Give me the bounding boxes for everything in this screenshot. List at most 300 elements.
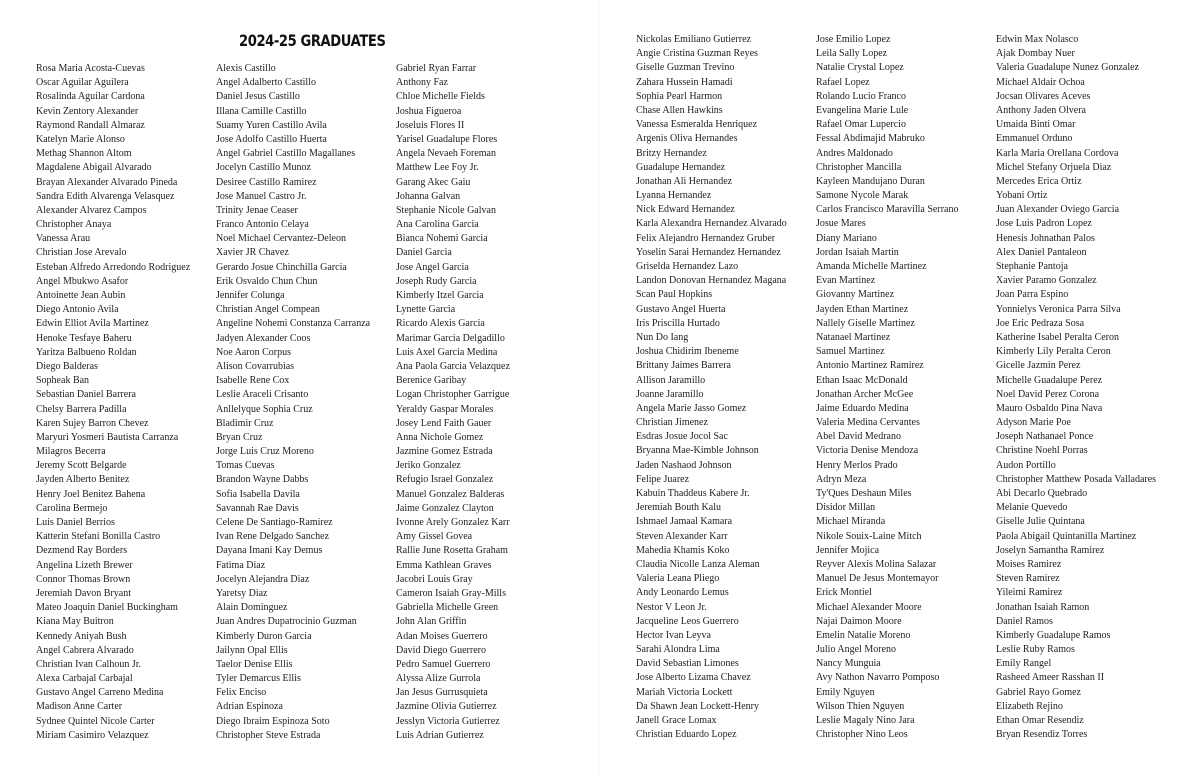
graduate-name: Gicelle Jazmin Perez — [996, 360, 1081, 372]
graduate-name: Angie Cristina Guzman Reyes — [636, 48, 758, 60]
graduate-name: Noel Michael Cervantez-Deleon — [216, 233, 346, 245]
names-column-4 — [636, 33, 808, 742]
graduate-name: Jonathan Archer McGee — [816, 388, 914, 400]
graduate-name: Mauro Osbaldo Pina Nava — [996, 402, 1103, 414]
graduate-name: Joshua Figueroa — [396, 105, 462, 117]
graduate-name: Katherine Isabel Peralta Ceron — [996, 331, 1120, 343]
graduate-name: Joseph Nathanael Ponce — [996, 431, 1094, 443]
graduate-name: Ivonne Arely Gonzalez Karr — [396, 517, 510, 528]
graduate-name: Angel Mbukwo Asafor — [36, 275, 129, 287]
graduate-name: Yaritza Balbueno Roldan — [36, 346, 137, 358]
graduate-name: Tyler Demarcus Ellis — [216, 673, 301, 685]
graduate-name: Jonathan Isaiah Ramon — [996, 601, 1090, 613]
graduate-name: Nestor V Leon Jr. — [636, 601, 707, 613]
graduate-name: Lynette Garcia — [396, 304, 456, 316]
graduate-name: Erick Montiel — [816, 587, 872, 599]
graduate-name: Joan Parra Espino — [996, 289, 1069, 301]
graduate-name: Jeremy Scott Belgarde — [36, 460, 127, 472]
graduate-name: Michael Aldair Ochoa — [996, 76, 1085, 88]
graduate-name: Milagros Becerra — [36, 446, 106, 458]
graduate-name: Sydnee Quintel Nicole Carter — [36, 715, 155, 727]
graduate-name: Nikole Souix-Laine Mitch — [816, 530, 922, 542]
names-column-3 — [396, 62, 576, 743]
graduate-name: Joe Eric Pedraza Sosa — [996, 317, 1085, 329]
graduate-name: Leslie Araceli Crisanto — [216, 389, 309, 401]
graduate-name: Adryn Meza — [816, 473, 867, 485]
graduate-name: Oscar Aguilar Aguilera — [36, 77, 129, 89]
graduate-name: Celene De Santiago-Ramirez — [216, 517, 333, 528]
graduate-name: Alison Covarrubias — [216, 360, 295, 372]
graduate-name: Gustavo Angel Carreno Medina — [36, 687, 164, 699]
graduate-name: Jayden Alberto Benitez — [36, 474, 130, 486]
graduate-name: Umaida Binti Omar — [996, 119, 1076, 131]
graduate-name: Rafael Lopez — [816, 76, 870, 88]
graduate-name: Katelyn Marie Alonso — [36, 133, 125, 145]
graduate-name: Karen Sujey Barron Chevez — [36, 417, 149, 429]
graduate-name: Edwin Max Nolasco — [996, 34, 1079, 45]
graduate-name: Gabriella Michelle Green — [396, 602, 499, 614]
graduate-name: Christopher Matthew Posada Valladares — [996, 473, 1157, 485]
graduate-name: Alyssa Alize Gurrola — [396, 673, 481, 685]
graduate-name: Cameron Isaiah Gray-Mills — [396, 587, 506, 599]
graduate-name: Ajak Dombay Nuer — [996, 48, 1075, 60]
graduate-name: Pedro Samuel Guerrero — [396, 658, 491, 670]
graduate-name: Michael Alexander Moore — [816, 601, 922, 613]
graduate-name: Franco Antonio Celaya — [216, 219, 309, 231]
graduate-name: Giovanny Martinez — [816, 289, 895, 301]
graduate-name: Mariah Victoria Lockett — [636, 686, 733, 698]
graduate-name: Nallely Giselle Martinez — [816, 317, 915, 329]
graduate-name: Luis Axel Garcia Medina — [396, 346, 498, 358]
graduate-name: Jocelyn Alejandra Diaz — [216, 573, 310, 585]
graduate-name: Katterin Stefani Bonilla Castro — [36, 531, 161, 543]
graduate-name: Suamy Yuren Castillo Avila — [216, 119, 327, 131]
names-column-5 — [816, 33, 988, 742]
graduate-name: Steven Ramirez — [996, 573, 1060, 585]
graduate-name: Hector Ivan Leyva — [636, 629, 711, 641]
graduate-name: Paola Abigail Quintanilla Martinez — [996, 530, 1137, 542]
graduate-name: Gustavo Angel Huerta — [636, 303, 726, 315]
graduate-name: Najai Daimon Moore — [816, 615, 902, 627]
graduate-name: Steven Alexander Karr — [636, 530, 728, 542]
graduate-name: Yoselin Sarai Hernandez Hernandez — [636, 246, 781, 258]
graduate-name: Jaime Gonzalez Clayton — [396, 502, 494, 514]
graduate-name: Christian Ivan Calhoun Jr. — [36, 658, 141, 670]
graduate-name: Madison Anne Carter — [36, 701, 123, 713]
graduate-name: Christian Angel Compean — [216, 304, 320, 316]
graduate-name: Leila Sally Lopez — [816, 48, 888, 60]
graduate-name: Karla Alexandra Hernandez Alvarado — [636, 218, 787, 230]
graduate-name: Adyson Marie Poe — [996, 417, 1071, 429]
graduate-name: Andy Leonardo Lemus — [636, 587, 729, 599]
graduate-name: Jailynn Opal Ellis — [216, 644, 288, 656]
graduate-name: Julio Angel Moreno — [816, 644, 896, 656]
graduate-name: Magdalene Abigail Alvarado — [36, 162, 152, 174]
graduate-name: Da Shawn Jean Lockett-Henry — [636, 700, 760, 712]
graduate-name: Elizabeth Rejino — [996, 700, 1063, 712]
graduate-name: Alain Dominguez — [216, 602, 288, 614]
graduate-name: Refugio Israel Gonzalez — [396, 474, 494, 486]
graduate-name: Felipe Juarez — [636, 473, 690, 485]
graduate-name: Carolina Bermejo — [36, 502, 108, 514]
graduate-name: Audon Portillo — [996, 459, 1056, 471]
graduate-name: Stephanie Pantoja — [996, 261, 1068, 272]
graduate-name: Reyver Alexis Molina Salazar — [816, 558, 937, 570]
graduate-name: Josue Mares — [816, 218, 866, 230]
graduate-name: Rafael Omar Lupercio — [816, 119, 906, 131]
graduate-name: Kimberly Itzel Garcia — [396, 290, 484, 301]
graduate-name: Edwin Elliot Avila Martinez — [36, 318, 149, 330]
graduate-name: Yonnielys Veronica Parra Silva — [996, 303, 1121, 315]
graduate-name: Michael Miranda — [816, 516, 886, 528]
graduate-name: Christopher Mancilla — [816, 161, 902, 173]
graduate-name: Sandra Edith Alvarenga Velasquez — [36, 190, 175, 202]
graduate-name: Bianca Nohemi Garcia — [396, 233, 488, 245]
graduate-name: Angela Nevaeh Foreman — [396, 148, 496, 160]
graduate-name: Daniel Jesus Castillo — [216, 91, 300, 103]
graduate-name: Methag Shannon Altom — [36, 148, 132, 160]
graduate-name: Jeremiah Bouth Kalu — [636, 502, 721, 514]
graduate-name: Diego Ibraim Espinoza Soto — [216, 715, 330, 727]
graduate-name: John Alan Griffin — [396, 616, 467, 628]
graduate-name: Ethan Isaac McDonald — [816, 374, 908, 386]
graduate-name: Kimberly Duron Garcia — [216, 630, 312, 642]
graduate-name: Allison Jaramillo — [636, 374, 706, 386]
graduate-name: Jose Alberto Lizama Chavez — [636, 672, 751, 684]
graduate-name: Isabelle Rene Cox — [216, 375, 290, 387]
graduate-name: Esdras Josue Jocol Sac — [636, 431, 728, 443]
graduate-name: Sebastian Daniel Barrera — [36, 389, 136, 401]
names-column-6 — [996, 33, 1176, 742]
graduate-name: Griselda Hernandez Lazo — [636, 261, 739, 272]
graduate-name: Wilson Thien Nguyen — [816, 700, 905, 712]
graduate-name: Ana Paola Garcia Velazquez — [396, 360, 510, 372]
graduate-name: Iris Priscilla Hurtado — [636, 317, 720, 329]
graduate-name: Rolando Lucio Franco — [816, 90, 906, 102]
graduate-name: Alexander Alvarez Campos — [36, 204, 147, 216]
graduate-name: Daniel Garcia — [396, 247, 452, 259]
graduate-name: Evangelina Marie Lule — [816, 104, 909, 116]
graduate-name: Connor Thomas Brown — [36, 573, 131, 585]
graduate-name: Erik Osvaldo Chun Chun — [216, 275, 318, 287]
graduate-name: Alexa Carbajal Carbajal — [36, 673, 133, 685]
graduate-name: Savannah Rae Davis — [216, 502, 299, 514]
graduate-name: Tomas Cuevas — [216, 460, 275, 472]
graduate-name: Vanessa Arau — [36, 233, 91, 245]
graduate-name: Kabuin Thaddeus Kabere Jr. — [636, 488, 750, 499]
graduate-name: Sopheak Ban — [36, 375, 90, 387]
graduate-name: Jesslyn Victoria Gutierrez — [396, 715, 500, 727]
graduate-name: Avy Nathon Navarro Pomposo — [816, 672, 940, 684]
graduate-name: Samuel Martinez — [816, 346, 885, 358]
graduate-name: Anthony Jaden Olvera — [996, 104, 1086, 116]
graduate-name: Gabriel Ryan Farrar — [396, 63, 477, 74]
graduate-name: Jocelyn Castillo Munoz — [216, 162, 311, 174]
graduate-name: Dezmend Ray Borders — [36, 545, 128, 557]
graduate-name: Luis Daniel Berrios — [36, 517, 115, 528]
graduate-name: Valeria Medina Cervantes — [816, 417, 920, 429]
graduate-name: Leslie Magaly Nino Jara — [816, 715, 915, 726]
graduate-name: Diego Balderas — [36, 360, 98, 372]
graduate-name: Bladimir Cruz — [216, 417, 274, 429]
graduate-name: Fessal Abdimajid Mabruko — [816, 133, 925, 145]
graduate-name: Mahedia Khamis Koko — [636, 544, 730, 556]
graduate-name: Emily Nguyen — [816, 686, 875, 698]
graduate-name: Andres Maldonado — [816, 147, 893, 159]
graduate-name: Garang Akec Gaiu — [396, 176, 471, 188]
graduate-name: Ana Carolina Garcia — [396, 219, 479, 231]
graduate-name: Jose Angel Garcia — [396, 261, 469, 273]
graduate-name: Leslie Ruby Ramos — [996, 644, 1075, 656]
graduate-name: Trinity Jenae Ceaser — [216, 204, 298, 216]
graduate-name: Disidor Millan — [816, 502, 876, 514]
graduate-name: Lyanna Hernandez — [636, 190, 712, 202]
graduate-name: Jose Adolfo Castillo Huerta — [216, 133, 327, 145]
graduate-name: Ivan Rene Delgado Sanchez — [216, 531, 330, 543]
graduate-name: Christine Noehl Porras — [996, 445, 1088, 457]
graduate-name: Dayana Imani Kay Demus — [216, 545, 323, 557]
graduate-name: Felix Enciso — [216, 687, 267, 699]
graduate-name: Claudia Nicolle Lanza Aleman — [636, 558, 760, 570]
graduate-name: Ricardo Alexis Garcia — [396, 318, 485, 330]
graduate-name: Giselle Guzman Trevino — [636, 62, 735, 74]
graduate-name: Diego Antonio Avila — [36, 304, 119, 316]
graduate-name: Joshua Chidirim Ibeneme — [636, 346, 739, 358]
graduate-name: Michel Stefany Orjuela Diaz — [996, 161, 1112, 173]
graduate-name: Jorge Luis Cruz Moreno — [216, 446, 314, 458]
graduate-name: Argenis Oliva Hernandes — [636, 133, 738, 145]
graduate-name: Xavier Paramo Gonzalez — [996, 275, 1097, 287]
graduate-name: Victoria Denise Mendoza — [816, 445, 919, 457]
graduate-name: Felix Alejandro Hernandez Gruber — [636, 232, 776, 244]
graduate-name: Rosa Maria Acosta-Cuevas — [36, 63, 145, 74]
graduate-name: Michelle Guadalupe Perez — [996, 374, 1103, 386]
graduate-name: Alex Daniel Pantaleon — [996, 246, 1087, 258]
graduate-name: Luis Adrian Gutierrez — [396, 729, 484, 741]
graduate-name: Manuel De Jesus Montemayor — [816, 573, 939, 585]
graduate-name: Stephanie Nicole Galvan — [396, 204, 496, 216]
page-title: 2024-25 GRADUATES — [239, 31, 386, 50]
graduate-name: Yileimi Ramirez — [996, 587, 1063, 599]
graduate-name: Juan Alexander Oviego Garcia — [996, 204, 1120, 216]
graduate-name: Johanna Galvan — [396, 190, 461, 202]
graduate-name: Moises Ramirez — [996, 558, 1062, 570]
graduate-name: Jadyen Alexander Coos — [216, 332, 311, 344]
graduate-name: Jaden Nashaod Johnson — [636, 459, 732, 471]
graduate-name: Kayleen Mandujano Duran — [816, 175, 925, 187]
graduate-name: Guadalupe Hernandez — [636, 161, 726, 173]
graduate-name: Yarisel Guadalupe Flores — [396, 133, 498, 145]
graduate-name: Ishmael Jamaal Kamara — [636, 516, 733, 528]
graduate-name: Logan Christopher Garrigue — [396, 389, 510, 401]
names-column-1 — [36, 62, 208, 743]
graduate-name: Ethan Omar Resendiz — [996, 715, 1084, 726]
graduate-name: Christian Jose Arevalo — [36, 247, 127, 259]
graduate-name: Emmanuel Orduno — [996, 133, 1073, 145]
graduate-name: Antoinette Jean Aubin — [36, 290, 126, 301]
graduate-name: Angel Gabriel Castillo Magallanes — [216, 148, 356, 160]
graduate-name: Christian Jimenez — [636, 417, 708, 429]
graduate-name: Rallie June Rosetta Graham — [396, 545, 508, 557]
graduate-name: Chloe Michelle Fields — [396, 91, 485, 103]
graduate-name: Nun Do Iang — [636, 331, 689, 343]
graduate-name: Adan Moises Guerrero — [396, 630, 488, 642]
graduate-name: Jeremiah Davon Bryant — [36, 587, 131, 599]
graduate-name: Esteban Alfredo Arredondo Rodriguez — [36, 261, 191, 273]
graduate-name: Janell Grace Lomax — [636, 715, 717, 726]
graduate-name: Taelor Denise Ellis — [216, 658, 293, 670]
graduate-name: Maryuri Yosmeri Bautista Carranza — [36, 431, 179, 443]
graduate-name: Emily Rangel — [996, 658, 1052, 670]
graduate-name: Jacobri Louis Gray — [396, 573, 473, 585]
graduate-name: Daniel Ramos — [996, 615, 1053, 627]
graduate-name: Emelin Natalie Moreno — [816, 629, 911, 641]
graduate-name: Miriam Casimiro Velazquez — [36, 729, 149, 741]
graduate-name: Nick Edward Hernandez — [636, 204, 735, 216]
graduate-name: Britzy Hernandez — [636, 147, 707, 159]
graduate-name: Desiree Castillo Ramirez — [216, 176, 317, 188]
graduate-name: Jeriko Gonzalez — [396, 460, 461, 472]
graduate-name: Sarahi Alondra Lima — [636, 644, 720, 656]
graduate-name: Illana Camille Castillo — [216, 105, 307, 117]
graduate-name: Berenice Garibay — [396, 375, 467, 387]
graduate-name: Jose Emilio Lopez — [816, 34, 891, 45]
graduate-name: Josey Lend Faith Gauer — [396, 417, 492, 429]
graduate-name: Angeline Nohemi Constanza Carranza — [216, 318, 371, 330]
graduate-name: Jennifer Colunga — [216, 290, 285, 301]
graduate-name: Zahara Hussein Hamadi — [636, 76, 733, 88]
graduate-name: Sofia Isabella Davila — [216, 488, 300, 500]
graduate-name: Manuel Gonzalez Balderas — [396, 488, 505, 500]
graduate-name: Valeria Leana Pliego — [636, 573, 720, 585]
graduate-name: Samone Nycole Marak — [816, 190, 909, 202]
graduate-name: Carlos Francisco Maravilla Serrano — [816, 204, 959, 216]
graduate-name: Amy Gissel Govea — [396, 531, 473, 543]
graduate-name: Xavier JR Chavez — [216, 247, 289, 259]
graduate-name: Henesis Johnathan Palos — [996, 232, 1095, 244]
graduate-name: Bryanna Mae-Kimble Johnson — [636, 445, 759, 457]
graduate-name: Jacqueline Leos Guerrero — [636, 615, 739, 627]
graduate-name: Matthew Lee Foy Jr. — [396, 162, 479, 174]
graduate-name: Christian Eduardo Lopez — [636, 729, 737, 741]
graduate-name: Christopher Nino Leos — [816, 729, 908, 741]
graduate-name: Jaime Eduardo Medina — [816, 402, 909, 414]
graduate-name: Noe Aaron Corpus — [216, 346, 291, 358]
graduate-name: Vanessa Esmeralda Henriquez — [636, 119, 758, 131]
graduate-name: Mercedes Erica Ortiz — [996, 175, 1082, 187]
graduate-name: Yeraldy Gaspar Morales — [396, 403, 494, 415]
graduate-name: Nancy Munguia — [816, 658, 881, 670]
graduate-name: Giselle Julie Quintana — [996, 516, 1085, 528]
graduate-name: Anna Nichole Gomez — [396, 431, 484, 443]
graduate-name: Alexis Castillo — [216, 63, 276, 74]
graduate-name: Christopher Anaya — [36, 219, 112, 231]
graduate-name: Abi Decarlo Quebrado — [996, 488, 1088, 499]
graduate-name: Natalie Crystal Lopez — [816, 62, 904, 74]
graduate-name: Karla Maria Orellana Cordova — [996, 147, 1119, 159]
graduate-name: Christopher Steve Estrada — [216, 729, 321, 741]
graduate-name: Abel David Medrano — [816, 431, 901, 443]
graduate-name: Brittany Jaimes Barrera — [636, 360, 731, 372]
graduate-name: Jose Manuel Castro Jr. — [216, 190, 307, 202]
graduate-name: Brayan Alexander Alvarado Pineda — [36, 176, 178, 188]
graduate-name: Nickolas Emiliano Gutierrez — [636, 34, 751, 45]
graduate-name: Natanael Martinez — [816, 331, 891, 343]
graduate-name: Rasheed Ameer Rasshan II — [996, 672, 1105, 684]
graduate-name: Kiana May Buitron — [36, 616, 114, 628]
graduate-name: Kennedy Aniyah Bush — [36, 630, 127, 642]
graduate-name: Bryan Cruz — [216, 431, 263, 443]
graduate-name: Antonio Martinez Ramirez — [816, 360, 924, 372]
graduate-name: Jan Jesus Gurrusquieta — [396, 687, 488, 699]
graduate-name: Juan Andres Dupatrocinio Guzman — [216, 616, 357, 628]
graduate-name: Brandon Wayne Dabbs — [216, 474, 309, 486]
page-gutter — [599, 0, 601, 776]
graduate-name: Emma Kathlean Graves — [396, 559, 492, 571]
graduate-name: Rosalinda Aguilar Cardona — [36, 91, 145, 103]
graduate-name: Ty'Ques Deshaun Miles — [816, 488, 912, 499]
graduate-name: Chase Allen Hawkins — [636, 104, 723, 116]
graduate-name: Amanda Michelle Martinez — [816, 261, 927, 272]
graduate-name: Diany Mariano — [816, 232, 877, 244]
graduate-name: Marimar Garcia Delgadillo — [396, 332, 505, 344]
graduate-name: Angel Adalberto Castillo — [216, 77, 316, 89]
graduate-name: Angelina Lizeth Brewer — [36, 559, 133, 571]
graduate-name: Gerardo Josue Chinchilla Garcia — [216, 261, 347, 273]
graduate-name: Valeria Guadalupe Nunez Gonzalez — [996, 62, 1139, 74]
graduate-name: Melanie Quevedo — [996, 502, 1068, 514]
graduate-name: Anllelyque Sophia Cruz — [216, 403, 313, 415]
graduate-name: Sophia Pearl Harmon — [636, 90, 723, 102]
graduate-name: Fatima Diaz — [216, 559, 266, 571]
graduate-name: Yaretsy Diaz — [216, 587, 268, 599]
graduate-name: Raymond Randall Almaraz — [36, 119, 145, 131]
graduate-name: Henry Joel Benitez Bahena — [36, 488, 146, 500]
graduate-name: Jennifer Mojica — [816, 544, 880, 556]
graduate-name: Noel David Perez Corona — [996, 388, 1100, 400]
graduate-name: Gabriel Rayo Gomez — [996, 686, 1081, 698]
graduate-name: Angela Marie Jasso Gomez — [636, 402, 747, 414]
graduate-name: Scan Paul Hopkins — [636, 289, 713, 301]
graduate-name: Joanne Jaramillo — [636, 388, 704, 400]
graduate-name: Henoke Tesfaye Baheru — [36, 332, 132, 344]
names-column-2 — [216, 62, 388, 743]
graduate-name: Jonathan Ali Hernandez — [636, 175, 733, 187]
graduate-name: Landon Donovan Hernandez Magana — [636, 275, 787, 287]
graduate-name: Kimberly Guadalupe Ramos — [996, 629, 1111, 641]
graduate-name: Yobani Ortiz — [996, 190, 1048, 202]
graduate-name: David Diego Guerrero — [396, 644, 486, 656]
graduate-name: Angel Cabrera Alvarado — [36, 644, 134, 656]
graduate-name: Bryan Resendiz Torres — [996, 729, 1088, 741]
graduate-name: Kimberly Lily Peralta Ceron — [996, 346, 1111, 358]
graduate-name: Jayden Ethan Martinez — [816, 303, 909, 315]
graduate-name: David Sebastian Limones — [636, 658, 739, 670]
graduate-name: Joselyn Samantha Ramirez — [996, 544, 1105, 556]
graduate-name: Evan Martinez — [816, 275, 876, 287]
graduate-name: Henry Merlos Prado — [816, 459, 898, 471]
graduate-name: Joseluis Flores II — [396, 119, 465, 131]
graduate-name: Jazmine Gomez Estrada — [396, 446, 493, 458]
graduate-name: Mateo Joaquin Daniel Buckingham — [36, 602, 178, 614]
graduate-name: Jordan Isaiah Martin — [816, 246, 899, 258]
graduate-name: Joseph Rudy Garcia — [396, 275, 477, 287]
graduate-name: Kevin Zentory Alexander — [36, 105, 139, 117]
graduate-name: Jazmine Olivia Gutierrez — [396, 701, 497, 713]
graduate-name: Adrian Espinoza — [216, 701, 283, 713]
graduate-name: Jose Luis Padron Lopez — [996, 218, 1092, 230]
graduate-name: Anthony Faz — [396, 77, 448, 89]
